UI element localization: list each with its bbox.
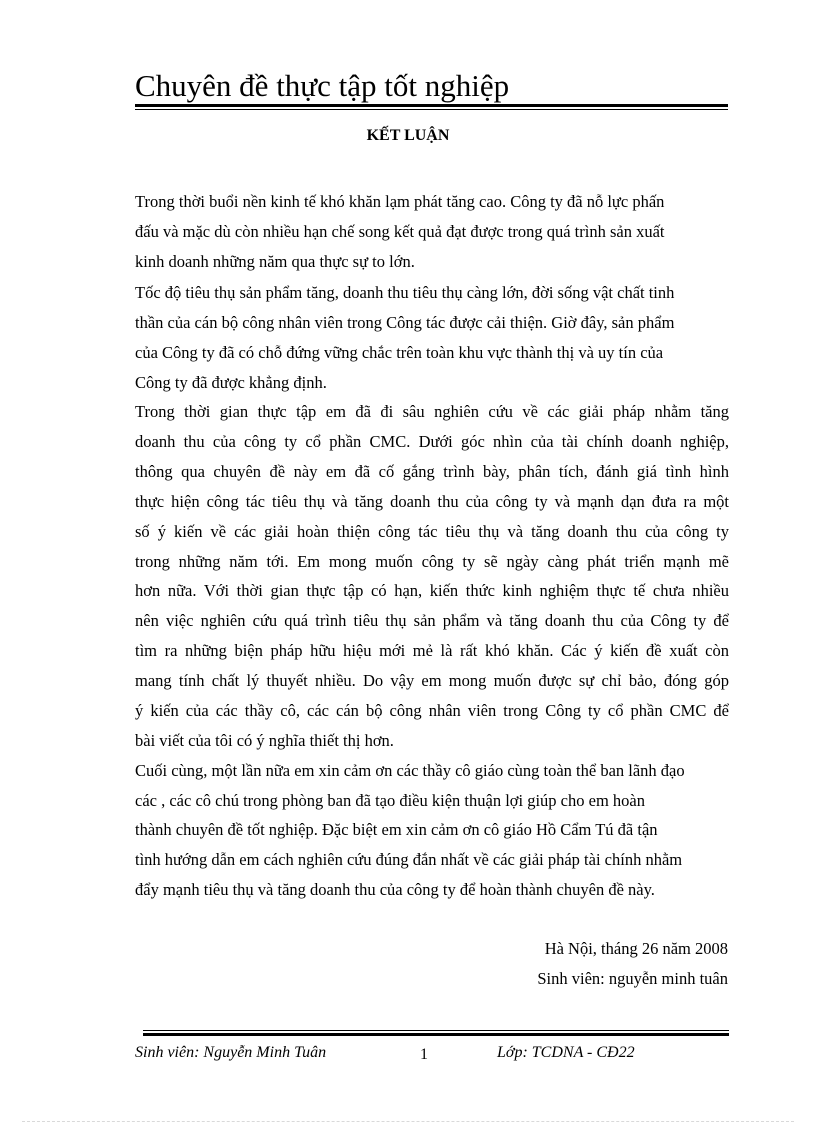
- body-line: thần của cán bộ công nhân viên trong Công tác được cải thiện. Giờ đây, sản phẩm: [135, 313, 675, 332]
- body-line: bài viết của tôi có ý nghĩa thiết thị hơn.: [135, 731, 394, 750]
- body-line: doanh thu của công ty cổ phần CMC. Dưới góc nhìn của tài chính doanh nghiệp,: [135, 432, 729, 451]
- body-line: tình hướng dẫn em cách nghiên cứu đúng đắn nhất về các giải pháp tài chính nhằm: [135, 850, 683, 869]
- footer-class: Lớp: TCDNA - CĐ22: [497, 1044, 635, 1061]
- body-line: kinh doanh những năm qua thực sự to lớn.: [135, 252, 415, 271]
- footer-rule-thin: [143, 1030, 729, 1031]
- body-line: thông qua chuyên đề này em đã cố gắng trình bày, phân tích, đánh giá tình hình: [135, 462, 729, 481]
- document-header-title: Chuyên đề thực tập tốt nghiệp: [135, 68, 510, 103]
- signature-place-date: Hà Nội, tháng 26 năm 2008: [544, 939, 728, 958]
- signature-student: Sinh viên: nguyễn minh tuân: [537, 969, 728, 988]
- section-heading: KẾT LUẬN: [366, 127, 450, 144]
- body-line: Cuối cùng, một lần nữa em xin cảm ơn các thầy cô giáo cùng toàn thể ban lãnh đạo: [135, 761, 685, 780]
- body-line: đấu và mặc dù còn nhiều hạn chế song kết quả đạt được trong quá trình sản xuất: [135, 222, 665, 241]
- body-line: thực hiện công tác tiêu thụ và tăng doanh thu của công ty và mạnh dạn đưa ra một: [135, 492, 729, 511]
- body-line: trong những năm tới. Em mong muốn công ty sẽ ngày càng phát triển mạnh mẽ: [135, 552, 729, 571]
- body-line: Trong thời buổi nền kinh tế khó khăn lạm phát tăng cao. Công ty đã nỗ lực phấn: [135, 192, 665, 211]
- body-line: thành chuyên đề tốt nghiệp. Đặc biệt em xin cảm ơn cô giáo Hồ Cẩm Tú đã tận: [135, 820, 658, 839]
- page-edge-divider: [22, 1121, 794, 1122]
- body-line: Công ty đã được khẳng định.: [135, 373, 327, 392]
- body-line: đẩy mạnh tiêu thụ và tăng doanh thu của công ty để hoàn thành chuyên đề này.: [135, 880, 655, 899]
- body-line: mang tính chất lý thuyết nhiều. Do vậy em mong muốn được sự chỉ bảo, đóng góp: [135, 671, 729, 690]
- body-line: ý kiến của các thầy cô, các cán bộ công nhân viên trong Công ty cổ phần CMC để: [135, 701, 729, 720]
- footer-page-number: 1: [420, 1046, 428, 1063]
- body-line: số ý kiến về các giải hoàn thiện công tác tiêu thụ và tăng doanh thu của công ty: [135, 522, 729, 541]
- body-line: nên việc nghiên cứu quá trình tiêu thụ sản phẩm và tăng doanh thu của Công ty để: [135, 611, 729, 630]
- body-line: tìm ra những biện pháp hữu hiệu mới mẻ là rất khó khăn. Các ý kiến đề xuất còn: [135, 641, 729, 660]
- body-line: Trong thời gian thực tập em đã đi sâu nghiên cứu về các giải pháp nhằm tăng: [135, 402, 729, 421]
- body-line: Tốc độ tiêu thụ sản phẩm tăng, doanh thu tiêu thụ càng lớn, đời sống vật chất tinh: [135, 283, 675, 302]
- body-line: các , các cô chú trong phòng ban đã tạo điều kiện thuận lợi giúp cho em hoàn: [135, 791, 645, 810]
- footer-student: Sinh viên: Nguyễn Minh Tuân: [135, 1044, 327, 1061]
- header-rule-thin: [135, 109, 728, 110]
- footer-rule-thick: [143, 1033, 729, 1036]
- body-line: của Công ty đã có chỗ đứng vững chắc trên toàn khu vực thành thị và uy tín của: [135, 343, 664, 362]
- header-rule-thick: [135, 104, 728, 107]
- body-line: hơn nữa. Với thời gian thực tập có hạn, kiến thức kinh nghiệm thực tế chưa nhiều: [135, 581, 729, 600]
